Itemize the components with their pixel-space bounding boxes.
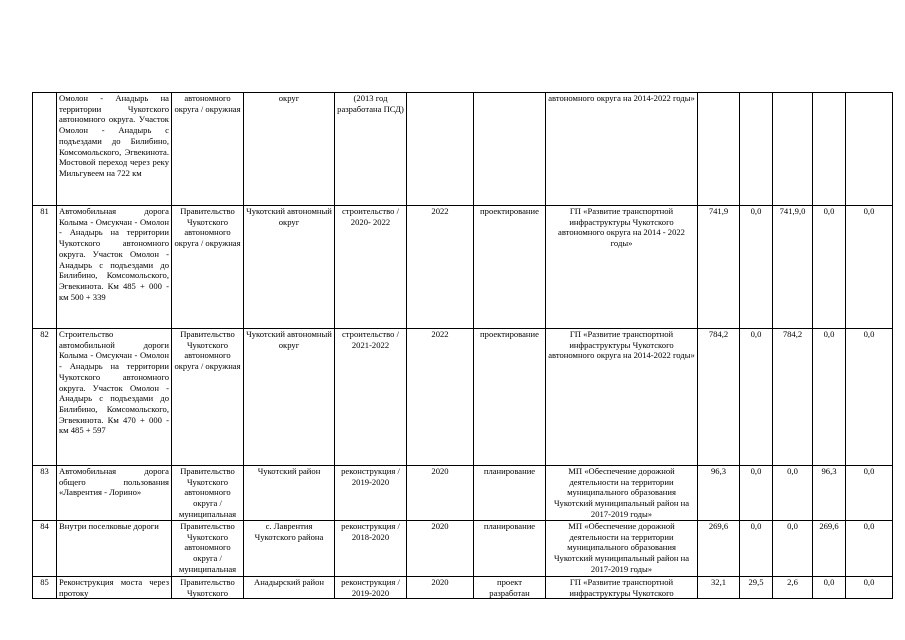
value-col2-cell: 0,0 — [740, 329, 773, 466]
value-col3-cell: 0,0 — [773, 466, 813, 521]
value-col3-cell: 784,2 — [773, 329, 813, 466]
document-table — [32, 92, 893, 599]
location-cell: Чукотский автономный округ — [244, 206, 335, 329]
value-col3-cell: 0,0 — [773, 521, 813, 577]
table-row — [33, 577, 893, 599]
stage-cell: планирование — [474, 466, 546, 521]
completion-year-cell: 2022 — [407, 329, 474, 466]
table-row — [33, 521, 893, 577]
work-type-cell: строительство / 2021-2022 — [335, 329, 407, 466]
work-type-cell: реконструкция / 2019-2020 — [335, 466, 407, 521]
value-col3-cell: 741,9,0 — [773, 206, 813, 329]
value-col4-cell: 0,0 — [813, 329, 846, 466]
row-number: 81 — [33, 206, 57, 329]
value-col2-cell: 0,0 — [740, 521, 773, 577]
row-number: 82 — [33, 329, 57, 466]
object-name: Омолон - Анадырь на территории Чукотского автономного округа. Участок Омолон - Анадырь с подъездами до Билибино, Комсомольского, Эгвекинота. Мостовой переход через реку Мильгувеем на 722 км — [57, 93, 172, 206]
location-cell: Чукотский район — [244, 466, 335, 521]
completion-year-cell: 2022 — [407, 206, 474, 329]
program-cell: ГП «Развитие транспортной инфраструктуры Чукотского автономного округа на 2014-2022 годы» — [546, 329, 698, 466]
stage-cell — [474, 93, 546, 206]
work-type-cell: строительство / 2020- 2022 — [335, 206, 407, 329]
value-col2-cell: 0,0 — [740, 206, 773, 329]
stage-cell: проектирование — [474, 329, 546, 466]
object-name: Внутри поселковые дороги — [57, 521, 172, 577]
value-col5-cell: 0,0 — [846, 521, 893, 577]
customer-cell: Правительство Чукотского автономного округа / муниципальная — [172, 466, 244, 521]
completion-year-cell: 2020 — [407, 577, 474, 599]
value-col4-cell: 0,0 — [813, 577, 846, 599]
customer-cell: автономного округа / окружная — [172, 93, 244, 206]
work-type-cell: реконструкция / 2018-2020 — [335, 521, 407, 577]
table-row — [33, 93, 893, 206]
value-col2-cell — [740, 93, 773, 206]
object-name: Автомобильная дорога Колыма - Омсукчан - Омолон - Анадырь на территории Чукотского автономного округа. Участок Омолон - Анадырь с подъездами до Билибино, Комсомольского, Эгвекинота. Км 485 + 000 - км 500 + 339 — [57, 206, 172, 329]
row-number — [33, 93, 57, 206]
value-total-cell: 741,9 — [698, 206, 740, 329]
value-col4-cell: 96,3 — [813, 466, 846, 521]
value-col3-cell — [773, 93, 813, 206]
location-cell: с. Лаврентия Чукотского района — [244, 521, 335, 577]
customer-cell: Правительство Чукотского автономного округа / окружная — [172, 329, 244, 466]
value-col2-cell: 29,5 — [740, 577, 773, 599]
table-row — [33, 206, 893, 329]
completion-year-cell: 2020 — [407, 521, 474, 577]
location-cell: округ — [244, 93, 335, 206]
program-cell: МП «Обеспечение дорожной деятельности на территории муниципального образования Чукотский муниципальный район на 2017-2019 годы» — [546, 466, 698, 521]
object-name: Строительство автомобильной дороги Колыма - Омсукчан - Омолон - Анадырь на территории Чукотского автономного округа. Участок Омолон - Анадырь с подъездами до Билибино, Комсомольского, Эгвекинота. Км 470 + 000 - км 485 + 597 — [57, 329, 172, 466]
location-cell: Анадырский район — [244, 577, 335, 599]
table-row — [33, 466, 893, 521]
row-number: 84 — [33, 521, 57, 577]
value-col4-cell: 0,0 — [813, 206, 846, 329]
completion-year-cell: 2020 — [407, 466, 474, 521]
object-name: Автомобильная дорога общего пользования «Лаврентия - Лорино» — [57, 466, 172, 521]
row-number: 85 — [33, 577, 57, 599]
value-col5-cell: 0,0 — [846, 206, 893, 329]
value-col5-cell: 0,0 — [846, 329, 893, 466]
value-total-cell — [698, 93, 740, 206]
value-col5-cell — [846, 93, 893, 206]
customer-cell: Правительство Чукотского автономного округа / муниципальная — [172, 521, 244, 577]
value-total-cell: 784,2 — [698, 329, 740, 466]
row-number: 83 — [33, 466, 57, 521]
program-cell: ГП «Развитие транспортной инфраструктуры Чукотского — [546, 577, 698, 599]
completion-year-cell — [407, 93, 474, 206]
object-name: Реконструкция моста через протоку — [57, 577, 172, 599]
work-type-cell: реконструкция / 2019-2020 — [335, 577, 407, 599]
value-col2-cell: 0,0 — [740, 466, 773, 521]
value-col4-cell — [813, 93, 846, 206]
program-cell: ГП «Развитие транспортной инфраструктуры Чукотского автономного округа на 2014 - 2022 годы» — [546, 206, 698, 329]
customer-cell: Правительство Чукотского — [172, 577, 244, 599]
table-row — [33, 329, 893, 466]
value-total-cell: 269,6 — [698, 521, 740, 577]
work-type-cell: (2013 год разработана ПСД) — [335, 93, 407, 206]
stage-cell: проектирование — [474, 206, 546, 329]
program-cell: автономного округа на 2014-2022 годы» — [546, 93, 698, 206]
stage-cell: планирование — [474, 521, 546, 577]
value-col5-cell: 0,0 — [846, 577, 893, 599]
customer-cell: Правительство Чукотского автономного округа / окружная — [172, 206, 244, 329]
value-col4-cell: 269,6 — [813, 521, 846, 577]
value-col5-cell: 0,0 — [846, 466, 893, 521]
stage-cell: проект разработан — [474, 577, 546, 599]
value-total-cell: 96,3 — [698, 466, 740, 521]
value-col3-cell: 2,6 — [773, 577, 813, 599]
value-total-cell: 32,1 — [698, 577, 740, 599]
program-cell: МП «Обеспечение дорожной деятельности на территории муниципального образования Чукотский муниципальный район на 2017-2019 годы» — [546, 521, 698, 577]
location-cell: Чукотский автономный округ — [244, 329, 335, 466]
